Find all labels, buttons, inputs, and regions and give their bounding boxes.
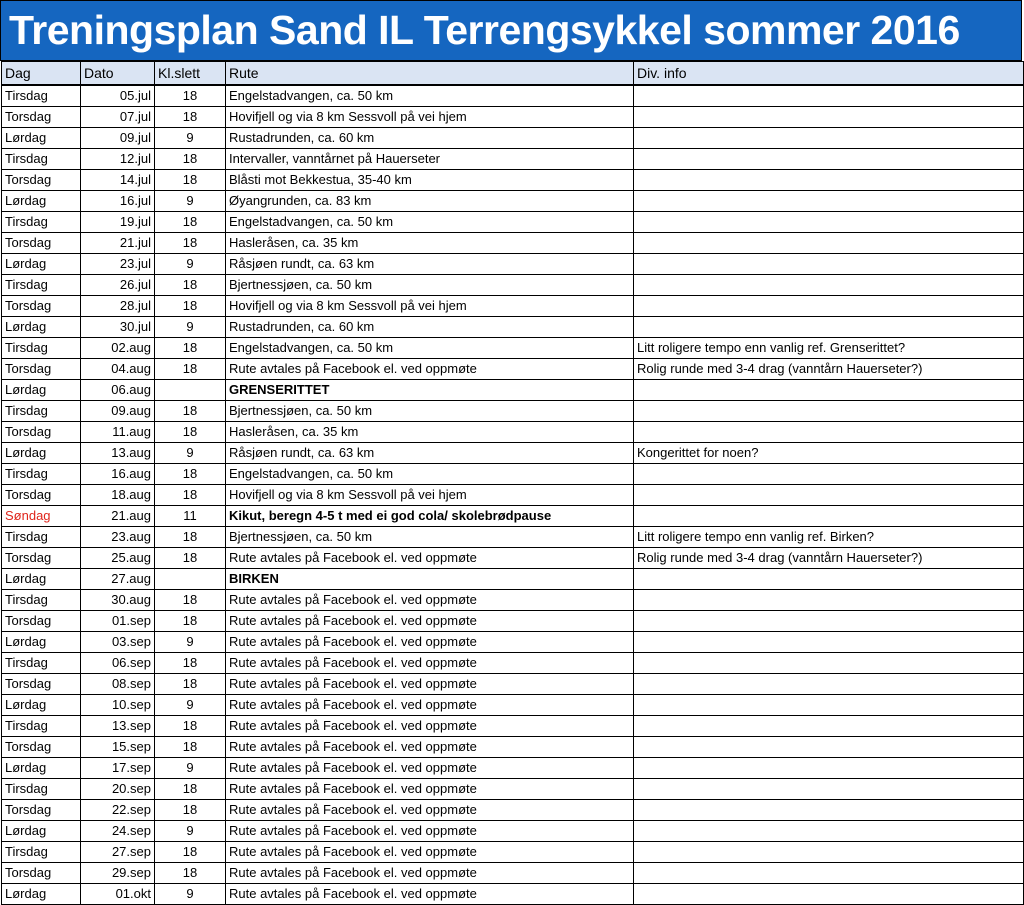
cell-rute[interactable]: Engelstadvangen, ca. 50 km: [226, 85, 634, 107]
cell-info[interactable]: [634, 758, 1024, 779]
table-row: [2, 443, 1024, 464]
cell-klslett[interactable]: 9: [155, 758, 226, 779]
cell-dato[interactable]: 06.sep: [81, 653, 155, 674]
cell-dag[interactable]: Lørdag: [2, 254, 81, 275]
table-row: [2, 800, 1024, 821]
cell-klslett[interactable]: 18: [155, 85, 226, 107]
table-row: [2, 506, 1024, 527]
cell-dag[interactable]: Tirsdag: [2, 149, 81, 170]
cell-dato[interactable]: 09.jul: [81, 128, 155, 149]
cell-rute[interactable]: Hasleråsen, ca. 35 km: [226, 233, 634, 254]
table-row: [2, 716, 1024, 737]
cell-klslett[interactable]: 18: [155, 296, 226, 317]
cell-klslett[interactable]: 9: [155, 695, 226, 716]
cell-dag[interactable]: Tirsdag: [2, 275, 81, 296]
cell-rute[interactable]: Rute avtales på Facebook el. ved oppmøte: [226, 737, 634, 758]
cell-dag[interactable]: Lørdag: [2, 317, 81, 338]
column-header-rute[interactable]: Rute: [226, 62, 634, 86]
cell-dag[interactable]: Tirsdag: [2, 85, 81, 107]
cell-klslett[interactable]: 9: [155, 821, 226, 842]
cell-klslett[interactable]: 18: [155, 359, 226, 380]
cell-klslett[interactable]: 11: [155, 506, 226, 527]
cell-klslett[interactable]: 9: [155, 443, 226, 464]
cell-info[interactable]: Litt roligere tempo enn vanlig ref. Grenserittet?: [634, 338, 1024, 359]
cell-info[interactable]: [634, 863, 1024, 884]
cell-dato[interactable]: 23.aug: [81, 527, 155, 548]
cell-info[interactable]: [634, 716, 1024, 737]
cell-klslett[interactable]: 18: [155, 233, 226, 254]
cell-dag[interactable]: Torsdag: [2, 737, 81, 758]
cell-klslett[interactable]: 18: [155, 779, 226, 800]
cell-dag[interactable]: Tirsdag: [2, 338, 81, 359]
cell-dato[interactable]: 22.sep: [81, 800, 155, 821]
cell-klslett[interactable]: 18: [155, 527, 226, 548]
table-row: [2, 842, 1024, 863]
cell-dato[interactable]: 27.sep: [81, 842, 155, 863]
cell-info[interactable]: [634, 107, 1024, 128]
cell-dato[interactable]: 11.aug: [81, 422, 155, 443]
cell-dato[interactable]: 17.sep: [81, 758, 155, 779]
cell-rute[interactable]: Rute avtales på Facebook el. ved oppmøte: [226, 653, 634, 674]
cell-dato[interactable]: 05.jul: [81, 85, 155, 107]
cell-dag[interactable]: Lørdag: [2, 380, 81, 401]
cell-klslett[interactable]: 9: [155, 884, 226, 905]
cell-dag[interactable]: Torsdag: [2, 674, 81, 695]
cell-dato[interactable]: 02.aug: [81, 338, 155, 359]
cell-rute[interactable]: Rute avtales på Facebook el. ved oppmøte: [226, 548, 634, 569]
cell-dato[interactable]: 27.aug: [81, 569, 155, 590]
cell-klslett[interactable]: 18: [155, 149, 226, 170]
cell-info[interactable]: [634, 737, 1024, 758]
table-row: [2, 548, 1024, 569]
table-row: [2, 422, 1024, 443]
table-row: [2, 464, 1024, 485]
column-header-dag[interactable]: Dag: [2, 62, 81, 86]
table-row: [2, 170, 1024, 191]
cell-klslett[interactable]: 18: [155, 590, 226, 611]
cell-klslett[interactable]: 18: [155, 170, 226, 191]
cell-rute[interactable]: Bjertnessjøen, ca. 50 km: [226, 401, 634, 422]
cell-klslett[interactable]: 18: [155, 401, 226, 422]
schedule-table: [1, 61, 1024, 905]
cell-dag[interactable]: Torsdag: [2, 611, 81, 632]
cell-dag[interactable]: Torsdag: [2, 296, 81, 317]
column-header-klslett[interactable]: Kl.slett: [155, 62, 226, 86]
cell-dato[interactable]: 16.aug: [81, 464, 155, 485]
cell-klslett[interactable]: 9: [155, 632, 226, 653]
cell-rute[interactable]: GRENSERITTET: [226, 380, 634, 401]
cell-info[interactable]: [634, 842, 1024, 863]
table-row: [2, 149, 1024, 170]
table-row: [2, 191, 1024, 212]
cell-dato[interactable]: 16.jul: [81, 191, 155, 212]
cell-rute[interactable]: Rute avtales på Facebook el. ved oppmøte: [226, 779, 634, 800]
cell-info[interactable]: [634, 212, 1024, 233]
table-row: [2, 611, 1024, 632]
cell-klslett[interactable]: [155, 380, 226, 401]
cell-info[interactable]: [634, 653, 1024, 674]
cell-klslett[interactable]: 9: [155, 317, 226, 338]
cell-rute[interactable]: Kikut, beregn 4-5 t med ei god cola/ skolebrødpause: [226, 506, 634, 527]
cell-dag[interactable]: Tirsdag: [2, 779, 81, 800]
cell-dato[interactable]: 10.sep: [81, 695, 155, 716]
cell-dag[interactable]: Torsdag: [2, 800, 81, 821]
cell-dag[interactable]: Torsdag: [2, 170, 81, 191]
cell-klslett[interactable]: 18: [155, 485, 226, 506]
table-row: [2, 821, 1024, 842]
cell-rute[interactable]: Rustadrunden, ca. 60 km: [226, 317, 634, 338]
cell-dato[interactable]: 04.aug: [81, 359, 155, 380]
cell-dato[interactable]: 29.sep: [81, 863, 155, 884]
cell-rute[interactable]: Engelstadvangen, ca. 50 km: [226, 212, 634, 233]
cell-dato[interactable]: 01.okt: [81, 884, 155, 905]
cell-rute[interactable]: Engelstadvangen, ca. 50 km: [226, 338, 634, 359]
cell-rute[interactable]: Hasleråsen, ca. 35 km: [226, 422, 634, 443]
table-row: [2, 107, 1024, 128]
header-row: [2, 62, 1024, 86]
cell-dato[interactable]: 23.jul: [81, 254, 155, 275]
cell-dato[interactable]: 01.sep: [81, 611, 155, 632]
cell-klslett[interactable]: 18: [155, 275, 226, 296]
cell-dato[interactable]: 14.jul: [81, 170, 155, 191]
cell-dato[interactable]: 21.jul: [81, 233, 155, 254]
cell-dag[interactable]: Tirsdag: [2, 716, 81, 737]
table-row: [2, 863, 1024, 884]
cell-klslett[interactable]: 18: [155, 863, 226, 884]
table-row: [2, 758, 1024, 779]
table-row: [2, 569, 1024, 590]
cell-klslett[interactable]: 18: [155, 674, 226, 695]
cell-rute[interactable]: Hovifjell og via 8 km Sessvoll på vei hjem: [226, 107, 634, 128]
cell-dato[interactable]: 19.jul: [81, 212, 155, 233]
cell-dato[interactable]: 21.aug: [81, 506, 155, 527]
cell-klslett[interactable]: 18: [155, 800, 226, 821]
cell-rute[interactable]: Hovifjell og via 8 km Sessvoll på vei hjem: [226, 485, 634, 506]
cell-info[interactable]: [634, 170, 1024, 191]
cell-dag[interactable]: Lørdag: [2, 569, 81, 590]
table-row: [2, 485, 1024, 506]
cell-klslett[interactable]: 18: [155, 653, 226, 674]
table-row: [2, 128, 1024, 149]
cell-info[interactable]: [634, 275, 1024, 296]
cell-info[interactable]: [634, 401, 1024, 422]
cell-dato[interactable]: 20.sep: [81, 779, 155, 800]
cell-klslett[interactable]: 18: [155, 716, 226, 737]
table-row: [2, 317, 1024, 338]
table-row: [2, 233, 1024, 254]
cell-dato[interactable]: 15.sep: [81, 737, 155, 758]
cell-rute[interactable]: Rustadrunden, ca. 60 km: [226, 128, 634, 149]
cell-rute[interactable]: Rute avtales på Facebook el. ved oppmøte: [226, 632, 634, 653]
cell-rute[interactable]: Øyangrunden, ca. 83 km: [226, 191, 634, 212]
table-row: [2, 254, 1024, 275]
cell-dag[interactable]: Søndag: [2, 506, 81, 527]
cell-rute[interactable]: Bjertnessjøen, ca. 50 km: [226, 275, 634, 296]
table-row: [2, 590, 1024, 611]
table-body: [2, 85, 1024, 905]
cell-dato[interactable]: 13.sep: [81, 716, 155, 737]
cell-rute[interactable]: Blåsti mot Bekkestua, 35-40 km: [226, 170, 634, 191]
cell-dag[interactable]: Torsdag: [2, 548, 81, 569]
column-header-info[interactable]: Div. info: [634, 62, 1024, 86]
cell-klslett[interactable]: 9: [155, 191, 226, 212]
cell-klslett[interactable]: 9: [155, 254, 226, 275]
cell-dato[interactable]: 24.sep: [81, 821, 155, 842]
cell-klslett[interactable]: 18: [155, 611, 226, 632]
table-row: [2, 338, 1024, 359]
cell-rute[interactable]: Rute avtales på Facebook el. ved oppmøte: [226, 590, 634, 611]
cell-klslett[interactable]: 9: [155, 128, 226, 149]
table-row: [2, 779, 1024, 800]
cell-rute[interactable]: Engelstadvangen, ca. 50 km: [226, 464, 634, 485]
cell-info[interactable]: [634, 149, 1024, 170]
cell-dag[interactable]: Lørdag: [2, 191, 81, 212]
cell-rute[interactable]: Rute avtales på Facebook el. ved oppmøte: [226, 611, 634, 632]
cell-info[interactable]: Litt roligere tempo enn vanlig ref. Birken?: [634, 527, 1024, 548]
cell-klslett[interactable]: 18: [155, 212, 226, 233]
cell-dato[interactable]: 12.jul: [81, 149, 155, 170]
table-row: [2, 884, 1024, 905]
cell-dato[interactable]: 07.jul: [81, 107, 155, 128]
table-row: [2, 275, 1024, 296]
page-title: Treningsplan Sand IL Terrengsykkel sommer 2016: [9, 7, 960, 53]
cell-dag[interactable]: Tirsdag: [2, 401, 81, 422]
cell-dag[interactable]: Lørdag: [2, 821, 81, 842]
cell-dato[interactable]: 08.sep: [81, 674, 155, 695]
cell-info[interactable]: [634, 800, 1024, 821]
cell-dag[interactable]: Torsdag: [2, 233, 81, 254]
cell-dato[interactable]: 26.jul: [81, 275, 155, 296]
cell-rute[interactable]: Rute avtales på Facebook el. ved oppmøte: [226, 359, 634, 380]
cell-rute[interactable]: Rute avtales på Facebook el. ved oppmøte: [226, 842, 634, 863]
cell-info[interactable]: [634, 464, 1024, 485]
cell-dato[interactable]: 28.jul: [81, 296, 155, 317]
cell-dag[interactable]: Torsdag: [2, 107, 81, 128]
cell-dato[interactable]: 30.jul: [81, 317, 155, 338]
cell-info[interactable]: [634, 296, 1024, 317]
cell-info[interactable]: [634, 884, 1024, 905]
cell-rute[interactable]: Bjertnessjøen, ca. 50 km: [226, 527, 634, 548]
cell-info[interactable]: [634, 779, 1024, 800]
table-row: [2, 653, 1024, 674]
cell-dag[interactable]: Tirsdag: [2, 842, 81, 863]
cell-rute[interactable]: Rute avtales på Facebook el. ved oppmøte: [226, 716, 634, 737]
cell-info[interactable]: [634, 233, 1024, 254]
table-row: [2, 359, 1024, 380]
cell-dato[interactable]: 18.aug: [81, 485, 155, 506]
cell-dag[interactable]: Lørdag: [2, 128, 81, 149]
cell-dag[interactable]: Lørdag: [2, 695, 81, 716]
cell-dag[interactable]: Lørdag: [2, 884, 81, 905]
table-row: [2, 296, 1024, 317]
cell-dag[interactable]: Lørdag: [2, 443, 81, 464]
cell-rute[interactable]: Rute avtales på Facebook el. ved oppmøte: [226, 758, 634, 779]
cell-dato[interactable]: 13.aug: [81, 443, 155, 464]
cell-dato[interactable]: 03.sep: [81, 632, 155, 653]
cell-dag[interactable]: Lørdag: [2, 758, 81, 779]
cell-rute[interactable]: Rute avtales på Facebook el. ved oppmøte: [226, 821, 634, 842]
cell-info[interactable]: [634, 380, 1024, 401]
cell-info[interactable]: [634, 506, 1024, 527]
cell-info[interactable]: [634, 674, 1024, 695]
cell-rute[interactable]: BIRKEN: [226, 569, 634, 590]
table-row: [2, 695, 1024, 716]
cell-dato[interactable]: 30.aug: [81, 590, 155, 611]
table-row: [2, 737, 1024, 758]
cell-info[interactable]: [634, 485, 1024, 506]
cell-info[interactable]: Rolig runde med 3-4 drag (vanntårn Hauerseter?): [634, 359, 1024, 380]
cell-dag[interactable]: Torsdag: [2, 485, 81, 506]
cell-dag[interactable]: Tirsdag: [2, 527, 81, 548]
cell-rute[interactable]: Hovifjell og via 8 km Sessvoll på vei hjem: [226, 296, 634, 317]
cell-klslett[interactable]: 18: [155, 338, 226, 359]
cell-klslett[interactable]: 18: [155, 737, 226, 758]
cell-info[interactable]: [634, 695, 1024, 716]
cell-klslett[interactable]: 18: [155, 422, 226, 443]
cell-info[interactable]: [634, 191, 1024, 212]
cell-klslett[interactable]: [155, 569, 226, 590]
cell-dag[interactable]: Tirsdag: [2, 464, 81, 485]
cell-dag[interactable]: Tirsdag: [2, 212, 81, 233]
cell-info[interactable]: [634, 590, 1024, 611]
cell-info[interactable]: [634, 422, 1024, 443]
cell-dag[interactable]: Lørdag: [2, 632, 81, 653]
cell-info[interactable]: [634, 85, 1024, 107]
table-row: [2, 401, 1024, 422]
cell-dag[interactable]: Tirsdag: [2, 590, 81, 611]
cell-info[interactable]: [634, 254, 1024, 275]
cell-rute[interactable]: Råsjøen rundt, ca. 63 km: [226, 443, 634, 464]
cell-rute[interactable]: Råsjøen rundt, ca. 63 km: [226, 254, 634, 275]
cell-info[interactable]: [634, 611, 1024, 632]
table-row: [2, 85, 1024, 107]
table-row: [2, 212, 1024, 233]
cell-rute[interactable]: Rute avtales på Facebook el. ved oppmøte: [226, 884, 634, 905]
cell-info[interactable]: [634, 569, 1024, 590]
cell-rute[interactable]: Rute avtales på Facebook el. ved oppmøte: [226, 674, 634, 695]
table-row: [2, 674, 1024, 695]
cell-info[interactable]: [634, 632, 1024, 653]
cell-dag[interactable]: Torsdag: [2, 863, 81, 884]
cell-info[interactable]: [634, 317, 1024, 338]
cell-klslett[interactable]: 18: [155, 107, 226, 128]
table-row: [2, 380, 1024, 401]
cell-dag[interactable]: Torsdag: [2, 359, 81, 380]
cell-rute[interactable]: Rute avtales på Facebook el. ved oppmøte: [226, 800, 634, 821]
cell-rute[interactable]: Rute avtales på Facebook el. ved oppmøte: [226, 695, 634, 716]
cell-dato[interactable]: 06.aug: [81, 380, 155, 401]
cell-klslett[interactable]: 18: [155, 464, 226, 485]
cell-dag[interactable]: Torsdag: [2, 422, 81, 443]
cell-dato[interactable]: 25.aug: [81, 548, 155, 569]
cell-klslett[interactable]: 18: [155, 842, 226, 863]
cell-info[interactable]: [634, 128, 1024, 149]
cell-rute[interactable]: Rute avtales på Facebook el. ved oppmøte: [226, 863, 634, 884]
table-row: [2, 632, 1024, 653]
table-row: [2, 527, 1024, 548]
title-banner: [0, 0, 1022, 61]
cell-rute[interactable]: Intervaller, vanntårnet på Hauerseter: [226, 149, 634, 170]
cell-info[interactable]: Rolig runde med 3-4 drag (vanntårn Hauerseter?): [634, 548, 1024, 569]
cell-klslett[interactable]: 18: [155, 548, 226, 569]
cell-dato[interactable]: 09.aug: [81, 401, 155, 422]
cell-info[interactable]: Kongerittet for noen?: [634, 443, 1024, 464]
cell-info[interactable]: [634, 821, 1024, 842]
column-header-dato[interactable]: Dato: [81, 62, 155, 86]
cell-dag[interactable]: Tirsdag: [2, 653, 81, 674]
